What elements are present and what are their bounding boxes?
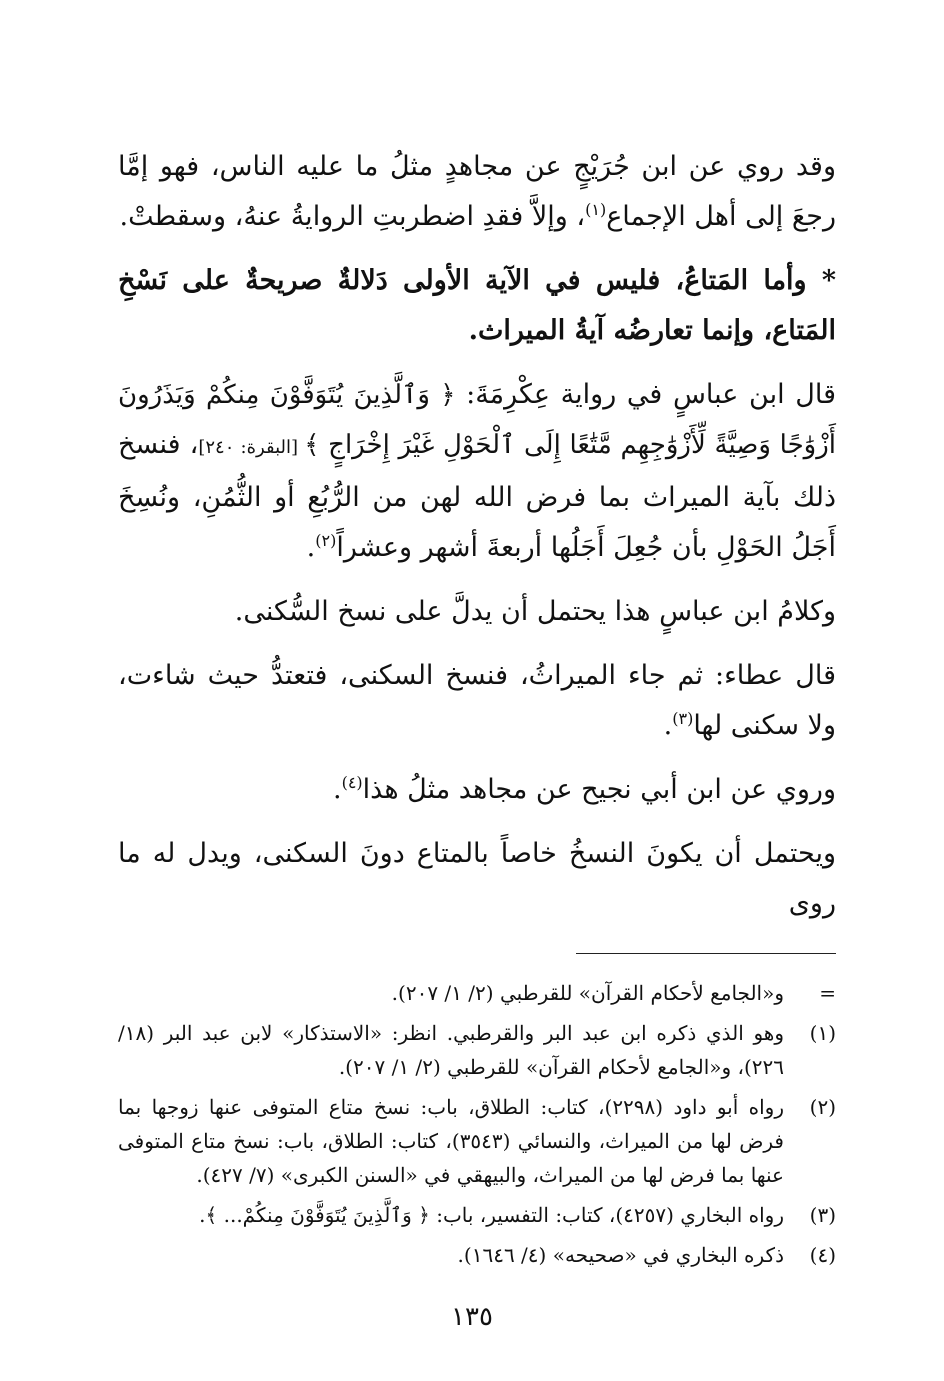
footnote-3 xyxy=(118,1198,836,1232)
footnote-text: و«الجامع لأحكام القرآن» للقرطبي (٢/ ١/ ٢٠٧). xyxy=(391,981,784,1005)
footnote-number: (١) xyxy=(809,1021,836,1045)
footnote-number: (٣) xyxy=(809,1203,836,1227)
footnotes xyxy=(118,976,836,1272)
body-paragraph-7 xyxy=(118,829,836,929)
footnote-marker-2: (٢) xyxy=(315,531,337,550)
footnote-text: وهو الذي ذكره ابن عبد البر والقرطبي. انظر: «الاستذكار» لابن عبد البر (١٨/ ٢٢٦)، و«الجامع لأحكام القرآن» للقرطبي (٢/ ١/ ٢٠٧). xyxy=(118,1021,784,1079)
footnote-marker-1: (١) xyxy=(585,200,607,219)
paragraph-text: * وأما المَتاعُ، فليس في الآية الأولى دَلالةٌ صريحةٌ على نَسْخِ المَتاع، وإنما تعارضُه آيةُ الميراث. xyxy=(118,265,836,346)
paragraph-text: قال ابن عباسٍ في رواية عِكْرِمَةَ: xyxy=(455,379,836,410)
body-paragraph-3 xyxy=(118,370,836,573)
footnote-1 xyxy=(118,1016,836,1084)
footnote-text: رواه البخاري (٤٢٥٧)، كتاب: التفسير، باب: ﴿ وَٱلَّذِينَ يُتَوَفَّوْنَ مِنكُمْ... ﴾. xyxy=(199,1203,784,1227)
body-paragraph-1 xyxy=(118,142,836,242)
paragraph-text-continued: ، فنسخ ذلك بآية الميراث بما فرض الله لهن من الرُّبُعِ أو الثُّمُنِ، ونُسِخَ أَجَلُ الحَوْلِ بأن جُعِلَ أَجَلُها أربعةَ أشهر وعشراً xyxy=(118,429,836,563)
verse-reference: [البقرة: ٢٤٠] xyxy=(198,437,305,458)
paragraph-text: وقد روي عن ابن جُرَيْجٍ عن مجاهدٍ مثلُ ما عليه الناس، فهو إمَّا رجعَ إلى أهل الإجماع xyxy=(118,151,836,232)
footnote-text: ذكره البخاري في «صحيحه» (٤/ ١٦٤٦). xyxy=(457,1243,784,1267)
paragraph-tail: . xyxy=(306,532,316,563)
body-paragraph-5 xyxy=(118,651,836,751)
paragraph-text: قال عطاء: ثم جاء الميراثُ، فنسخ السكنى، فتعتدُّ حيث شاءت، ولا سكنى لها xyxy=(118,660,836,741)
footnote-separator xyxy=(576,953,836,954)
paragraph-tail: . xyxy=(663,710,673,741)
footnote-4 xyxy=(118,1238,836,1272)
footnote-number: (٢) xyxy=(809,1095,836,1119)
footnote-continuation xyxy=(118,976,836,1010)
footnote-number: = xyxy=(819,981,836,1005)
footnote-text: رواه أبو داود (٢٢٩٨)، كتاب: الطلاق، باب: نسخ متاع المتوفى عنها زوجها بما فرض لها من الميراث، والنسائي (٣٥٤٣)، كتاب: الطلاق، باب: نسخ متاع المتوفى عنها بما فرض لها من الميراث، والبيهقي في «السنن الكبرى» (٧/ ٤٢٧). xyxy=(118,1095,784,1187)
paragraph-tail: ، وإلاَّ فقدِ اضطربتِ الروايةُ عنهُ، وسقطتْ. xyxy=(119,201,586,232)
footnote-number: (٤) xyxy=(809,1243,836,1267)
paragraph-text: وكلامُ ابن عباسٍ هذا يحتمل أن يدلَّ على نسخ السُّكنى. xyxy=(234,596,836,627)
footnote-marker-4: (٤) xyxy=(341,773,363,792)
quran-verse: ﴿ وَٱلَّذِينَ يُتَوَفَّوْنَ مِنكُمْ وَيَذَرُونَ أَزْوَٰجًا وَصِيَّةً لِّأَزْوَٰجِهِم مَّتَٰعًا إِلَى ٱلْحَوْلِ غَيْرَ إِخْرَاجٍ ﴾ xyxy=(118,380,836,460)
footnote-2 xyxy=(118,1090,836,1192)
paragraph-text: ويحتمل أن يكونَ النسخُ خاصاً بالمتاع دونَ السكنى، ويدل له ما روى xyxy=(118,838,836,919)
footnote-marker-3: (٣) xyxy=(672,709,694,728)
body-paragraph-4 xyxy=(118,587,836,637)
body-paragraph-6 xyxy=(118,765,836,815)
paragraph-tail: . xyxy=(332,774,342,805)
page-number: ١٣٥ xyxy=(451,1302,493,1332)
body-paragraph-2-heading xyxy=(118,256,836,356)
paragraph-text: وروي عن ابن أبي نجيح عن مجاهد مثلُ هذا xyxy=(362,774,836,805)
